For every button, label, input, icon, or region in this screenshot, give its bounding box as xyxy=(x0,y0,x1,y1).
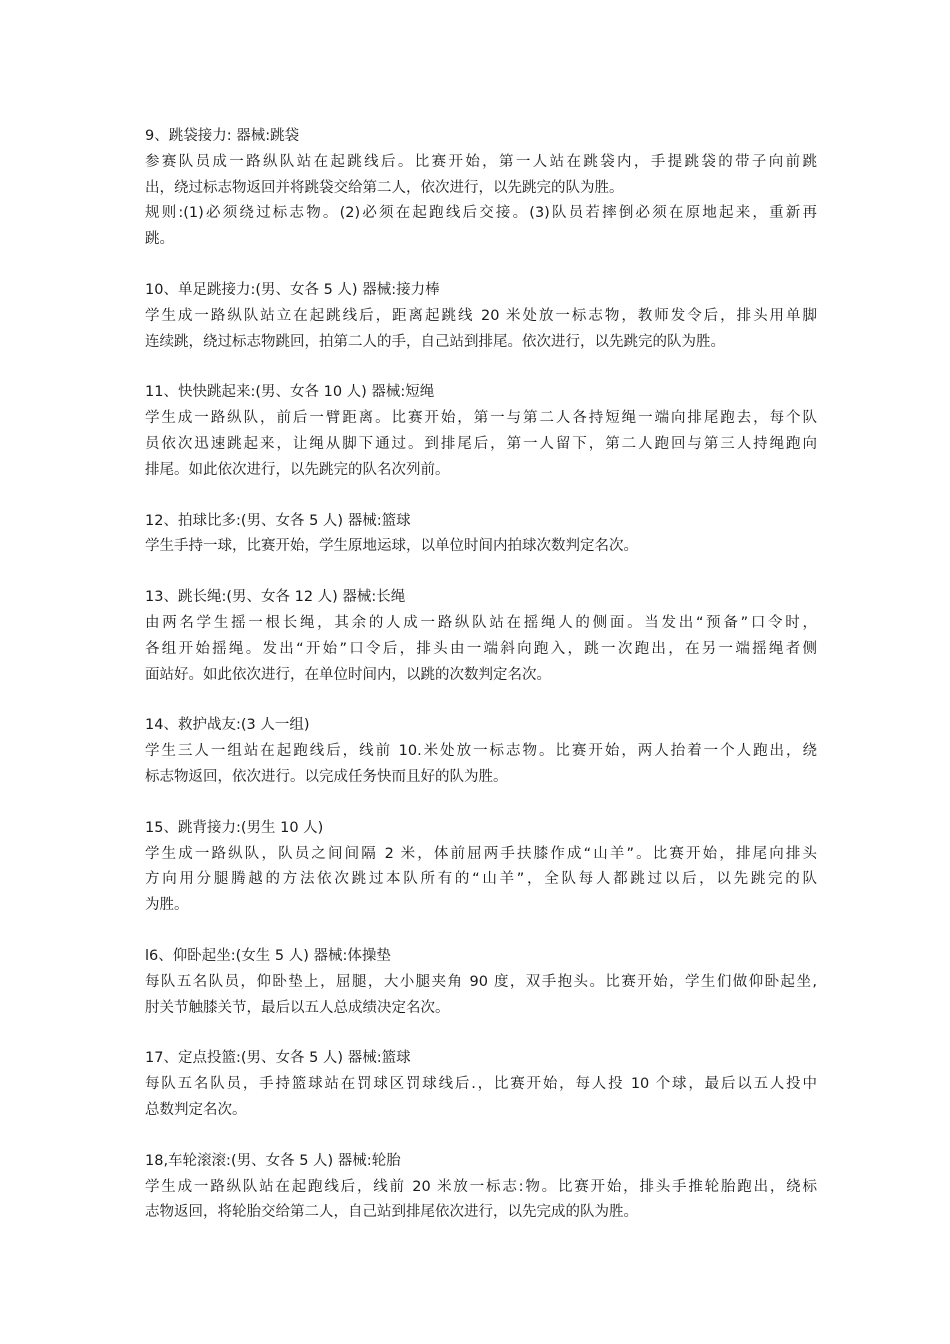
item-text-line: 每队五名队员，手持篮球站在罚球区罚球线后.，比赛开始，每人投 10 个球，最后以五人投中 xyxy=(145,1076,817,1093)
item-10 xyxy=(145,278,817,355)
item-text-line: 志物返回，将轮胎交给第二人，自己站到排尾依次进行，以先完成的队为胜。 xyxy=(145,1204,638,1221)
item-text-line: 学生手持一球，比赛开始，学生原地运球，以单位时间内拍球次数判定名次。 xyxy=(145,538,638,555)
item-text-line: 学生成一路纵队，队员之间间隔 2 米，体前屈两手扶膝作成“山羊”。比赛开始，排尾向排头 xyxy=(145,845,817,862)
item-9 xyxy=(145,124,817,253)
item-13 xyxy=(145,585,817,688)
item-text-line: 学生成一路纵队，前后一臂距离。比赛开始，第一与第二人各持短绳一端向排尾跑去，每个队 xyxy=(145,410,817,427)
item-text-line: 面站好。如此依次进行，在单位时间内，以跳的次数判定名次。 xyxy=(145,666,551,683)
item-18 xyxy=(145,1149,817,1226)
item-text-line: 方向用分腿腾越的方法依次跳过本队所有的“山羊”，全队每人都跳过以后，以先跳完的队 xyxy=(145,871,817,888)
item-title: 17、定点投篮:(男、女各 5 人) 器械:篮球 xyxy=(145,1050,411,1067)
item-16 xyxy=(145,944,817,1021)
item-title: 14、救护战友:(3 人一组) xyxy=(145,717,310,734)
item-17 xyxy=(145,1046,817,1123)
item-text-line: 排尾。如此依次进行，以先跳完的队名次列前。 xyxy=(145,461,450,478)
item-text-line: 标志物返回，依次进行。以完成任务快而且好的队为胜。 xyxy=(145,768,508,785)
item-title: 9、跳袋接力: 器械:跳袋 xyxy=(145,128,300,144)
item-text-line: 参赛队员成一路纵队站在起跳线后。比赛开始，第一人站在跳袋内，手提跳袋的带子向前跳 xyxy=(145,153,817,170)
item-title: l6、仰卧起坐:(女生 5 人) 器械:体操垫 xyxy=(145,947,391,964)
item-text-line: 每队五名队员，仰卧垫上，屈腿，大小腿夹角 90 度，双手抱头。比赛开始，学生们做仰卧起坐, xyxy=(145,973,817,990)
item-11 xyxy=(145,380,817,483)
item-title: 12、拍球比多:(男、女各 5 人) 器械:篮球 xyxy=(145,512,411,529)
item-title: 15、跳背接力:(男生 10 人) xyxy=(145,819,324,836)
item-text-line: 学生三人一组站在起跑线后，线前 10.米处放一标志物。比赛开始，两人抬着一个人跑出，绕 xyxy=(145,743,817,760)
item-text-line: 出，绕过标志物返回并将跳袋交给第二人，依次进行，以先跳完的队为胜。 xyxy=(145,179,624,196)
item-12 xyxy=(145,509,817,561)
item-text-line: 各组开始摇绳。发出“开始”口令后，排头由一端斜向跑入，跳一次跑出，在另一端摇绳者侧 xyxy=(145,640,817,657)
item-text-line: 学生成一路纵队站立在起跳线后，距离起跳线 20 米处放一标志物，教师发令后，排头用单脚 xyxy=(145,307,817,324)
item-text-line: 员依次迅速跳起来，让绳从脚下通过。到排尾后，第一人留下，第二人跑回与第三人持绳跑向 xyxy=(145,435,817,452)
item-text-line: 肘关节触膝关节，最后以五人总成绩决定名次。 xyxy=(145,999,450,1016)
item-title: 18,车轮滚滚:(男、女各 5 人) 器械:轮胎 xyxy=(145,1152,401,1169)
item-title: 10、单足跳接力:(男、女各 5 人) 器械:接力棒 xyxy=(145,281,440,298)
item-15 xyxy=(145,816,817,919)
document-body xyxy=(145,124,817,1251)
item-text-line: 为胜。 xyxy=(145,897,189,914)
item-text-line: 跳。 xyxy=(145,231,174,248)
item-text-line: 由两名学生摇一根长绳，其余的人成一路纵队站在摇绳人的侧面。当发出“预备”口令时， xyxy=(145,614,817,631)
item-text-line: 总数判定名次。 xyxy=(145,1101,247,1118)
item-text-line: 规则:(1)必须绕过标志物。(2)必须在起跑线后交接。(3)队员若摔倒必须在原地起来，重新再 xyxy=(145,205,817,222)
item-text-line: 连续跳，绕过标志物跳回，拍第二人的手，自己站到排尾。依次进行，以先跳完的队为胜。 xyxy=(145,333,725,350)
item-title: 13、跳长绳:(男、女各 12 人) 器械:长绳 xyxy=(145,589,406,606)
item-title: 11、快快跳起来:(男、女各 10 人) 器械:短绳 xyxy=(145,384,435,401)
item-14 xyxy=(145,713,817,790)
item-text-line: 学生成一路纵队站在起跑线后，线前 20 米放一标志:物。比赛开始，排头手推轮胎跑出，绕标 xyxy=(145,1178,817,1195)
